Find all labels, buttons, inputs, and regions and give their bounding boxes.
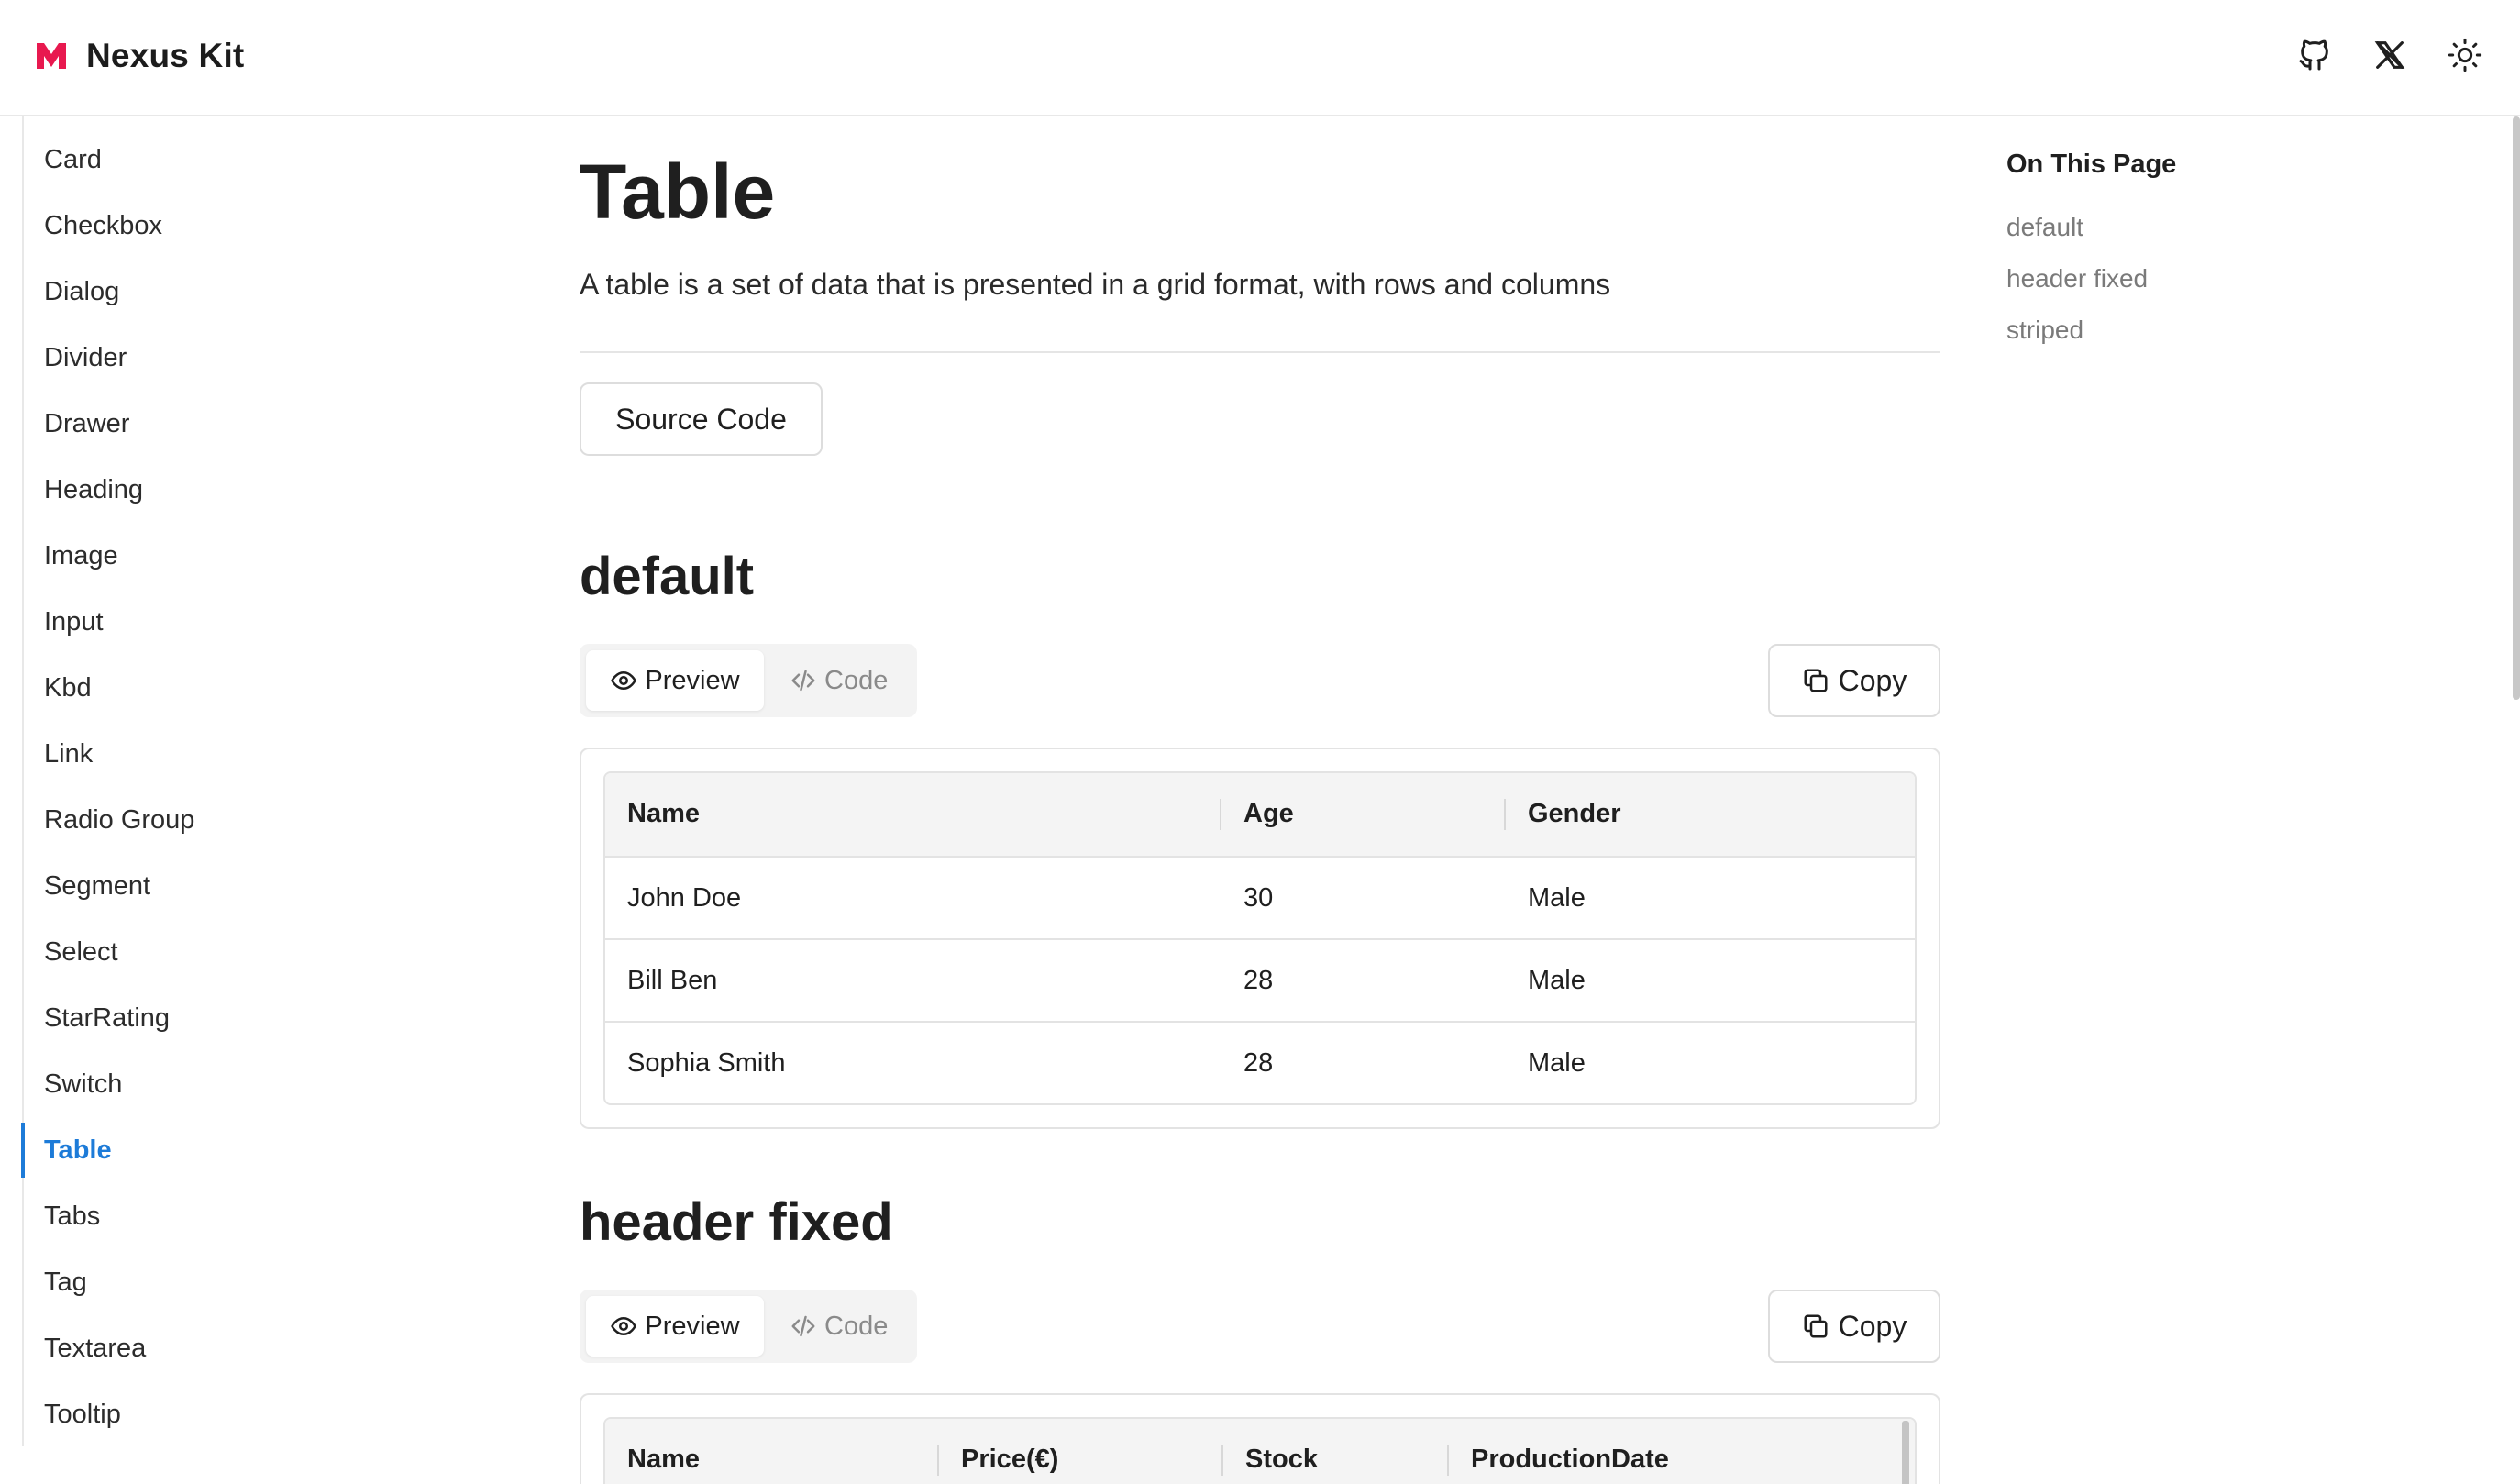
table-cell: Male xyxy=(1528,883,1586,913)
table-header-row xyxy=(605,1419,1915,1484)
table-row xyxy=(605,938,1915,1021)
toc-title: On This Page xyxy=(2006,150,2177,179)
brand[interactable] xyxy=(35,37,244,75)
eye-icon xyxy=(610,1312,637,1340)
sidebar-item-link[interactable]: Link xyxy=(44,739,94,769)
table-cell: Sophia Smith xyxy=(627,1048,786,1078)
nexus-logo-icon xyxy=(35,39,68,72)
preview-box xyxy=(580,748,1940,1129)
toc-item-header-fixed[interactable]: header fixed xyxy=(2006,264,2149,293)
sidebar-item-segment[interactable]: Segment xyxy=(44,871,151,901)
column-header: Gender xyxy=(1528,799,1621,828)
section-title-default: default xyxy=(580,547,755,606)
sidebar-item-select[interactable]: Select xyxy=(44,937,118,967)
table-cell: 28 xyxy=(1243,1048,1274,1078)
code-icon xyxy=(790,667,817,694)
sidebar-item-divider[interactable]: Divider xyxy=(44,343,127,372)
sidebar-item-dialog[interactable]: Dialog xyxy=(44,277,120,306)
preview-code-tabs xyxy=(580,644,917,717)
sidebar-item-kbd[interactable]: Kbd xyxy=(44,673,92,703)
copy-button-label: Copy xyxy=(1838,663,1907,697)
sidebar-item-starrating[interactable]: StarRating xyxy=(44,1003,171,1033)
column-header: ProductionDate xyxy=(1471,1445,1669,1474)
tab-code[interactable] xyxy=(777,650,905,711)
tab-code[interactable] xyxy=(777,1296,905,1357)
page-description: A table is a set of data that is presented in a grid format, with rows and columns xyxy=(580,268,1611,301)
sidebar-item-heading[interactable]: Heading xyxy=(44,475,144,504)
toc-item-default[interactable]: default xyxy=(2006,213,2084,241)
divider xyxy=(580,351,1940,353)
tab-code-label: Code xyxy=(824,1311,889,1341)
column-header: Name xyxy=(627,1445,700,1474)
column-header: Stock xyxy=(1245,1445,1318,1474)
table-scrollbar[interactable] xyxy=(1902,1421,1909,1484)
sidebar-item-image[interactable]: Image xyxy=(44,541,118,570)
sun-icon[interactable] xyxy=(2447,37,2483,73)
data-table xyxy=(603,771,1917,1105)
table-cell: 30 xyxy=(1243,883,1274,913)
section-title-header-fixed: header fixed xyxy=(580,1192,893,1252)
table-cell: 28 xyxy=(1243,966,1274,995)
tab-preview-label: Preview xyxy=(645,1311,740,1341)
sidebar-item-radio-group[interactable]: Radio Group xyxy=(44,805,195,835)
column-header: Age xyxy=(1243,799,1294,828)
sidebar-item-tooltip[interactable]: Tooltip xyxy=(44,1400,121,1429)
copy-button[interactable] xyxy=(1768,1290,1940,1363)
toc-item-striped[interactable]: striped xyxy=(2006,316,2084,344)
page-title: Table xyxy=(580,149,776,235)
copy-icon xyxy=(1802,1312,1829,1340)
sidebar-item-input[interactable]: Input xyxy=(44,607,104,637)
eye-icon xyxy=(610,667,637,694)
data-table-fixed-header xyxy=(603,1417,1917,1484)
tab-preview-label: Preview xyxy=(645,665,740,695)
sidebar-item-drawer[interactable]: Drawer xyxy=(44,409,130,438)
column-header: Name xyxy=(627,799,700,828)
brand-name: Nexus Kit xyxy=(86,37,245,74)
table-cell: Male xyxy=(1528,1048,1586,1078)
header-actions xyxy=(2296,37,2483,73)
table-row xyxy=(605,856,1915,938)
table-cell: John Doe xyxy=(627,883,742,913)
sidebar-nav xyxy=(22,116,352,1446)
copy-icon xyxy=(1802,667,1829,694)
sidebar-item-card[interactable]: Card xyxy=(44,145,102,174)
top-header xyxy=(0,0,2520,116)
code-icon xyxy=(790,1312,817,1340)
sidebar-item-tag[interactable]: Tag xyxy=(44,1268,87,1297)
column-header: Price(€) xyxy=(961,1445,1059,1474)
table-cell: Male xyxy=(1528,966,1586,995)
table-cell: Bill Ben xyxy=(627,966,718,995)
tab-preview[interactable] xyxy=(586,1296,764,1357)
sidebar-item-textarea[interactable]: Textarea xyxy=(44,1334,147,1363)
table-header-row xyxy=(605,773,1915,856)
x-icon[interactable] xyxy=(2371,37,2408,73)
preview-code-tabs xyxy=(580,1290,917,1363)
tab-preview[interactable] xyxy=(586,650,764,711)
source-code-button[interactable]: Source Code xyxy=(580,382,823,456)
sidebar-item-checkbox[interactable]: Checkbox xyxy=(44,211,162,240)
sidebar-item-tabs[interactable]: Tabs xyxy=(44,1202,101,1231)
github-icon[interactable] xyxy=(2296,37,2333,73)
sidebar-item-table[interactable]: Table xyxy=(21,1123,333,1178)
page-scrollbar[interactable] xyxy=(2513,116,2520,700)
preview-box xyxy=(580,1393,1940,1484)
copy-button[interactable] xyxy=(1768,644,1940,717)
sidebar-item-switch[interactable]: Switch xyxy=(44,1069,123,1099)
tab-code-label: Code xyxy=(824,665,889,695)
copy-button-label: Copy xyxy=(1838,1309,1907,1343)
table-row xyxy=(605,1021,1915,1103)
